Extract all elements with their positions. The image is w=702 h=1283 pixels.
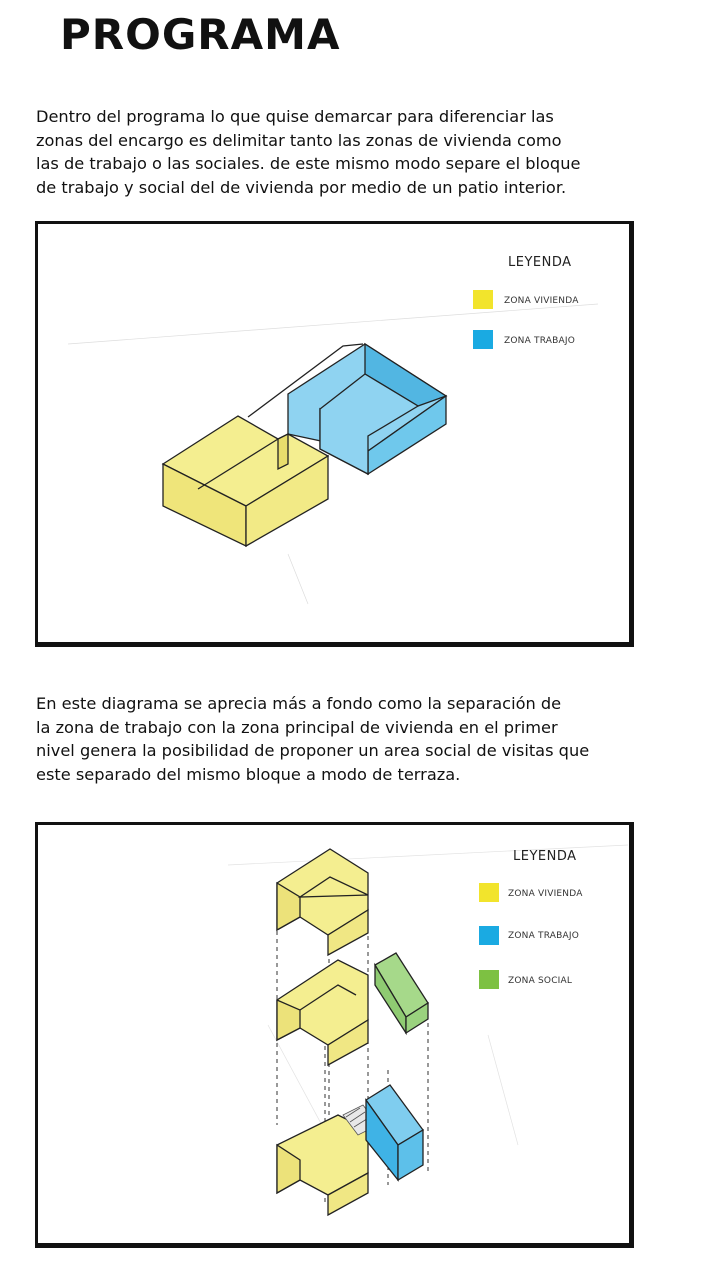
social-block (375, 953, 428, 1033)
second-line: nivel genera la posibilidad de proponer un area social de visitas que (36, 741, 590, 760)
legend-label-social: ZONA SOCIAL (508, 976, 573, 986)
legend-swatch-trabajo (479, 926, 499, 945)
legend-label-trabajo: ZONA TRABAJO (504, 336, 576, 346)
intro-line: Dentro del programa lo que quise demarcar para diferenciar las (36, 107, 554, 126)
exploded-axonometric-diagram (38, 825, 629, 1243)
diagram-frame-1 (35, 221, 634, 647)
page-title: PROGRAMA (60, 10, 341, 59)
legend-swatch-social (479, 970, 499, 989)
trabajo-block-level-1 (366, 1085, 423, 1180)
diagram-frame-2 (35, 822, 634, 1248)
legend-swatch-vivienda (473, 290, 493, 309)
intro-line: de trabajo y social del de vivienda por medio de un patio interior. (36, 177, 567, 197)
second-line: este separado del mismo bloque a modo de terraza. (36, 764, 461, 784)
legend-swatch-trabajo (473, 330, 493, 349)
legend-title: LEYENDA (508, 255, 572, 270)
second-paragraph (36, 692, 686, 786)
axonometric-diagram-1 (38, 224, 629, 642)
legend-title: LEYENDA (513, 849, 577, 864)
intro-paragraph (36, 105, 686, 199)
legend-label-trabajo: ZONA TRABAJO (508, 931, 580, 941)
intro-line: zonas del encargo es delimitar tanto las zonas de vivienda como (36, 130, 562, 150)
vivienda-level-3 (277, 849, 368, 955)
legend-label-vivienda: ZONA VIVIENDA (504, 296, 579, 306)
legend-swatch-vivienda (479, 883, 499, 902)
legend-label-vivienda: ZONA VIVIENDA (508, 889, 583, 899)
second-line: la zona de trabajo con la zona principal de vivienda en el primer (36, 717, 558, 737)
intro-line: las de trabajo o las sociales. de este mismo modo separe el bloque (36, 154, 581, 173)
vivienda-level-2 (277, 960, 368, 1065)
second-line: En este diagrama se aprecia más a fondo como la separación de (36, 694, 562, 713)
